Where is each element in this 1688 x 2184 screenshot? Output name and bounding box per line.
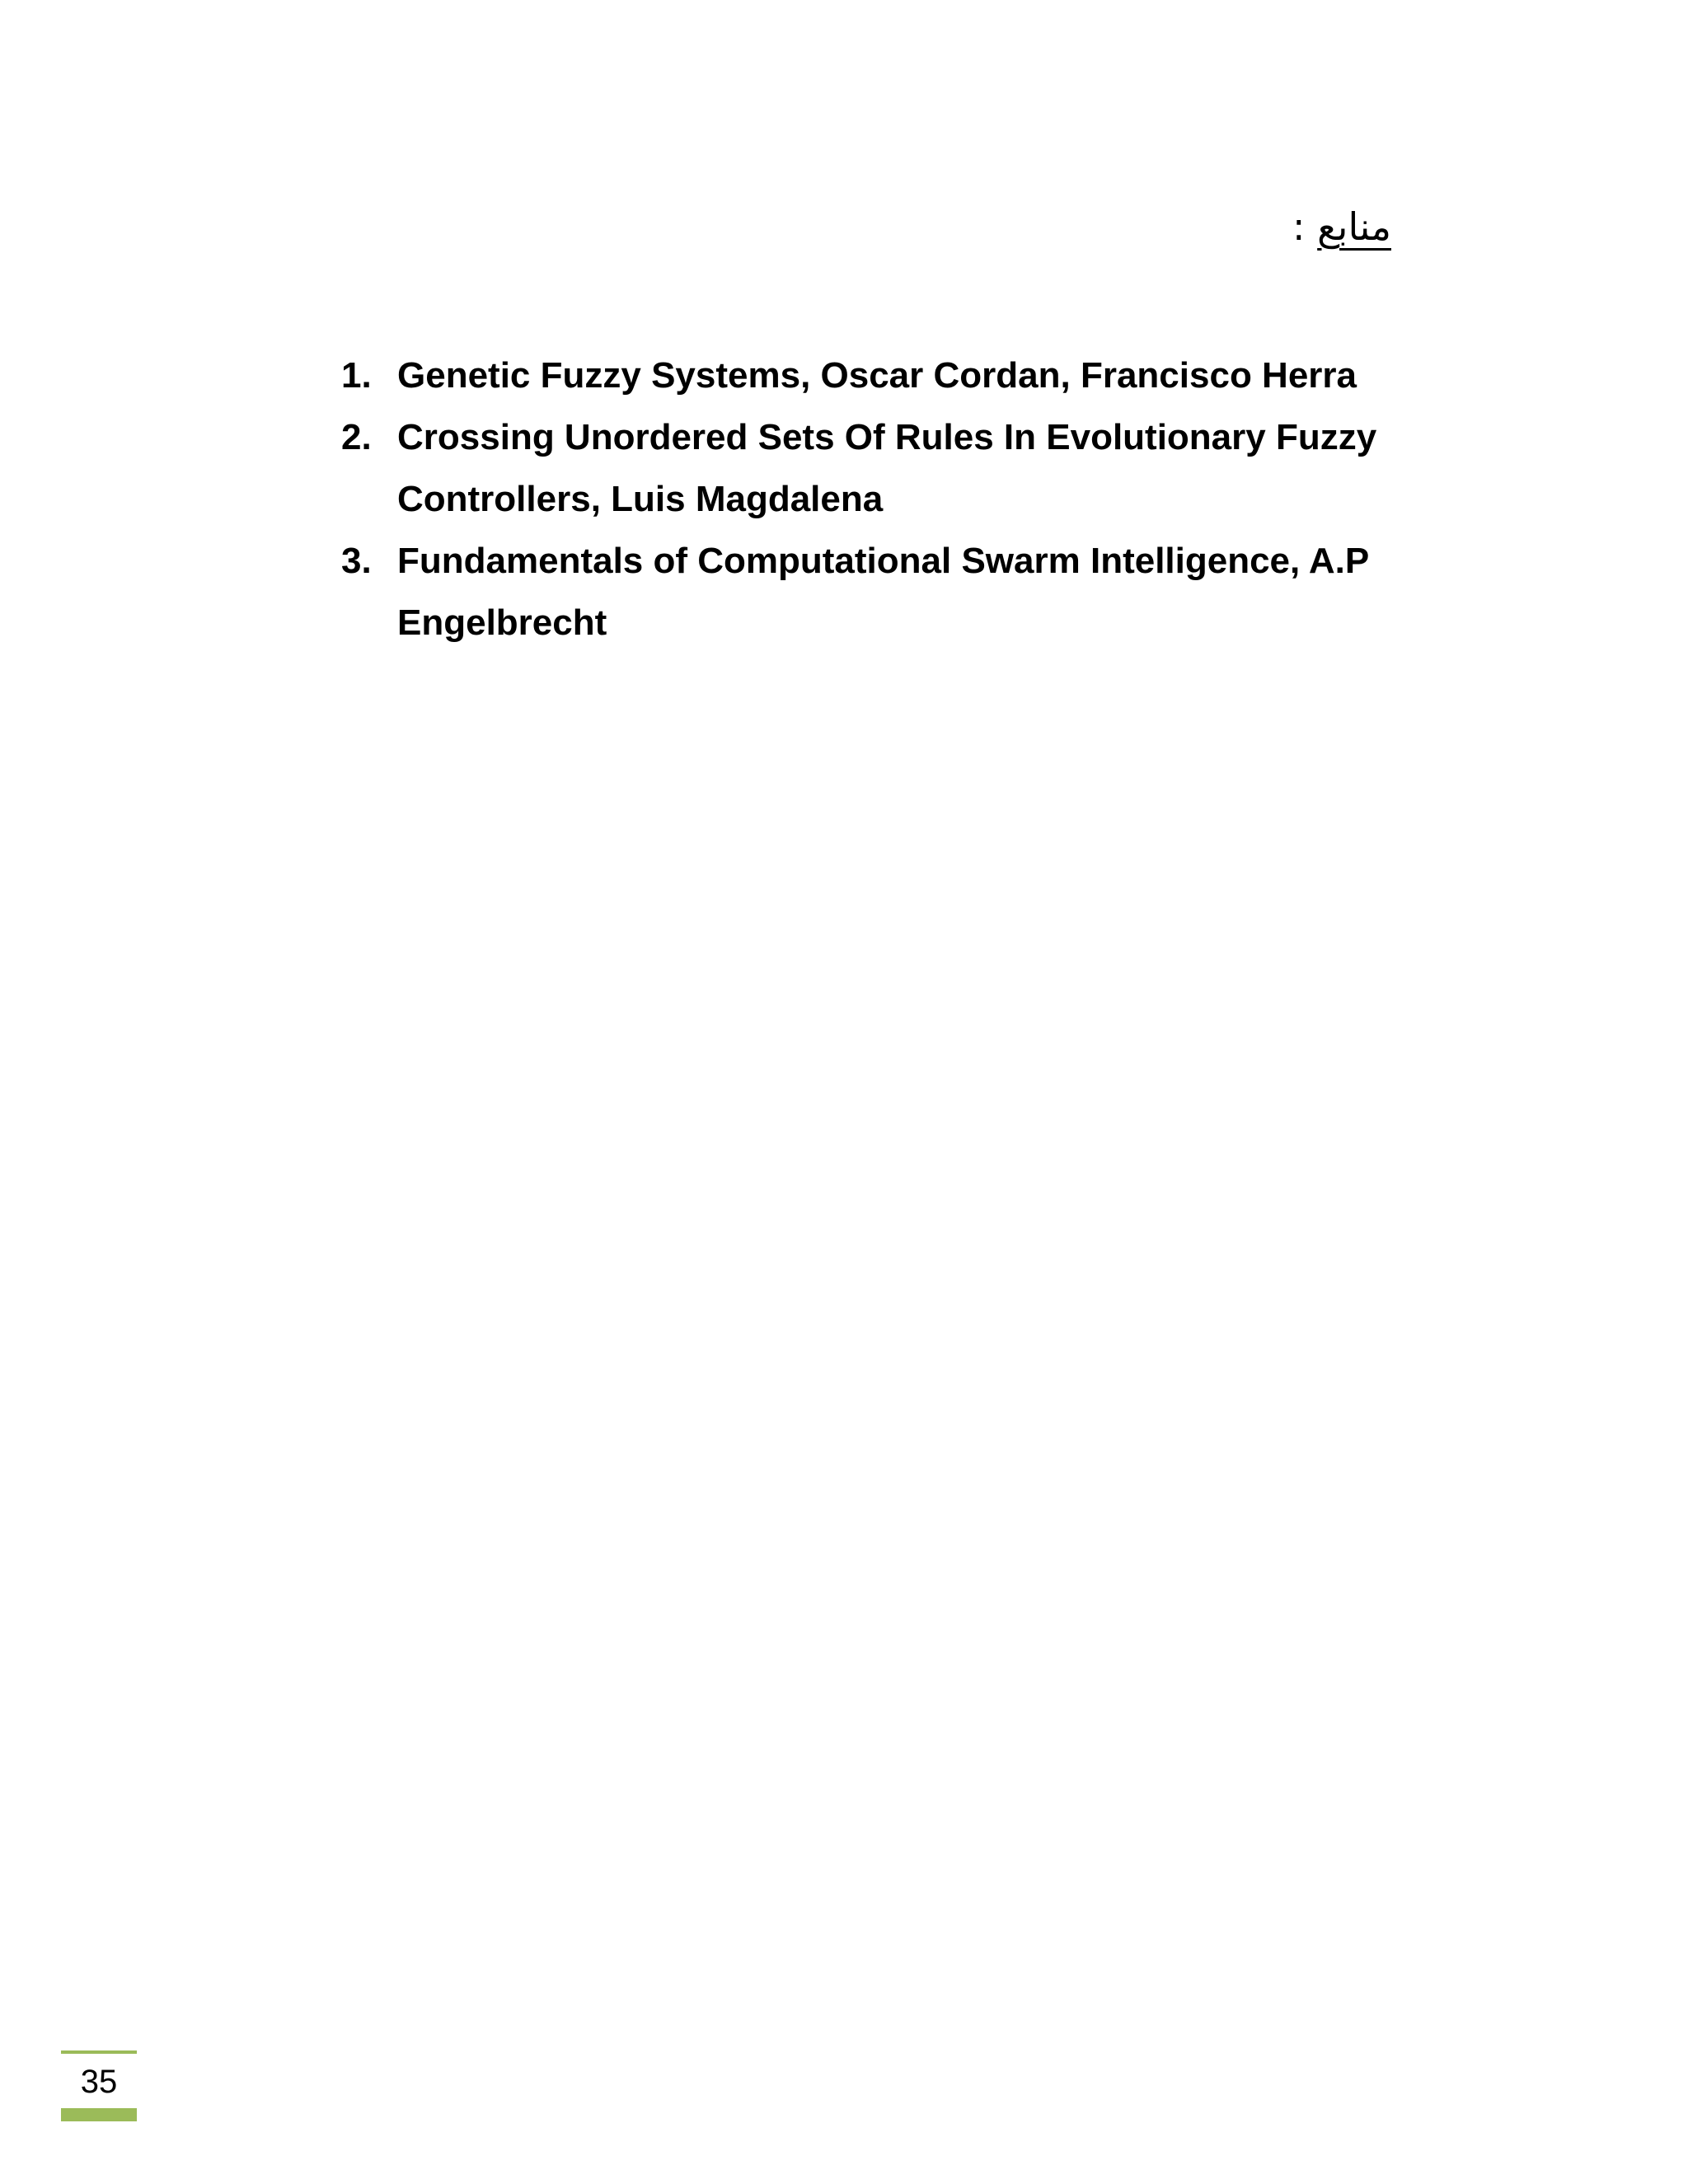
references-list [341,344,1479,654]
reference-item [341,530,1479,654]
references-heading [1292,198,1391,255]
reference-text: Fundamentals of Computational Swarm Intelligence, A.P Engelbrecht [397,541,1369,643]
page-number: 35 [80,2064,118,2100]
reference-text: Genetic Fuzzy Systems, Oscar Cordan, Francisco Herra [397,355,1357,396]
reference-number: 1. [341,355,372,396]
footer-top-rule [61,2050,137,2054]
references-heading-title: منابع [1317,204,1391,249]
footer-bottom-bar [61,2108,137,2121]
references-heading-separator: : [1292,204,1318,249]
reference-number: 2. [341,417,372,457]
reference-item [341,406,1479,530]
reference-item [341,344,1479,406]
reference-number: 3. [341,541,372,581]
reference-text: Crossing Unordered Sets Of Rules In Evolutionary Fuzzy Controllers, Luis Magdalena [397,417,1377,519]
